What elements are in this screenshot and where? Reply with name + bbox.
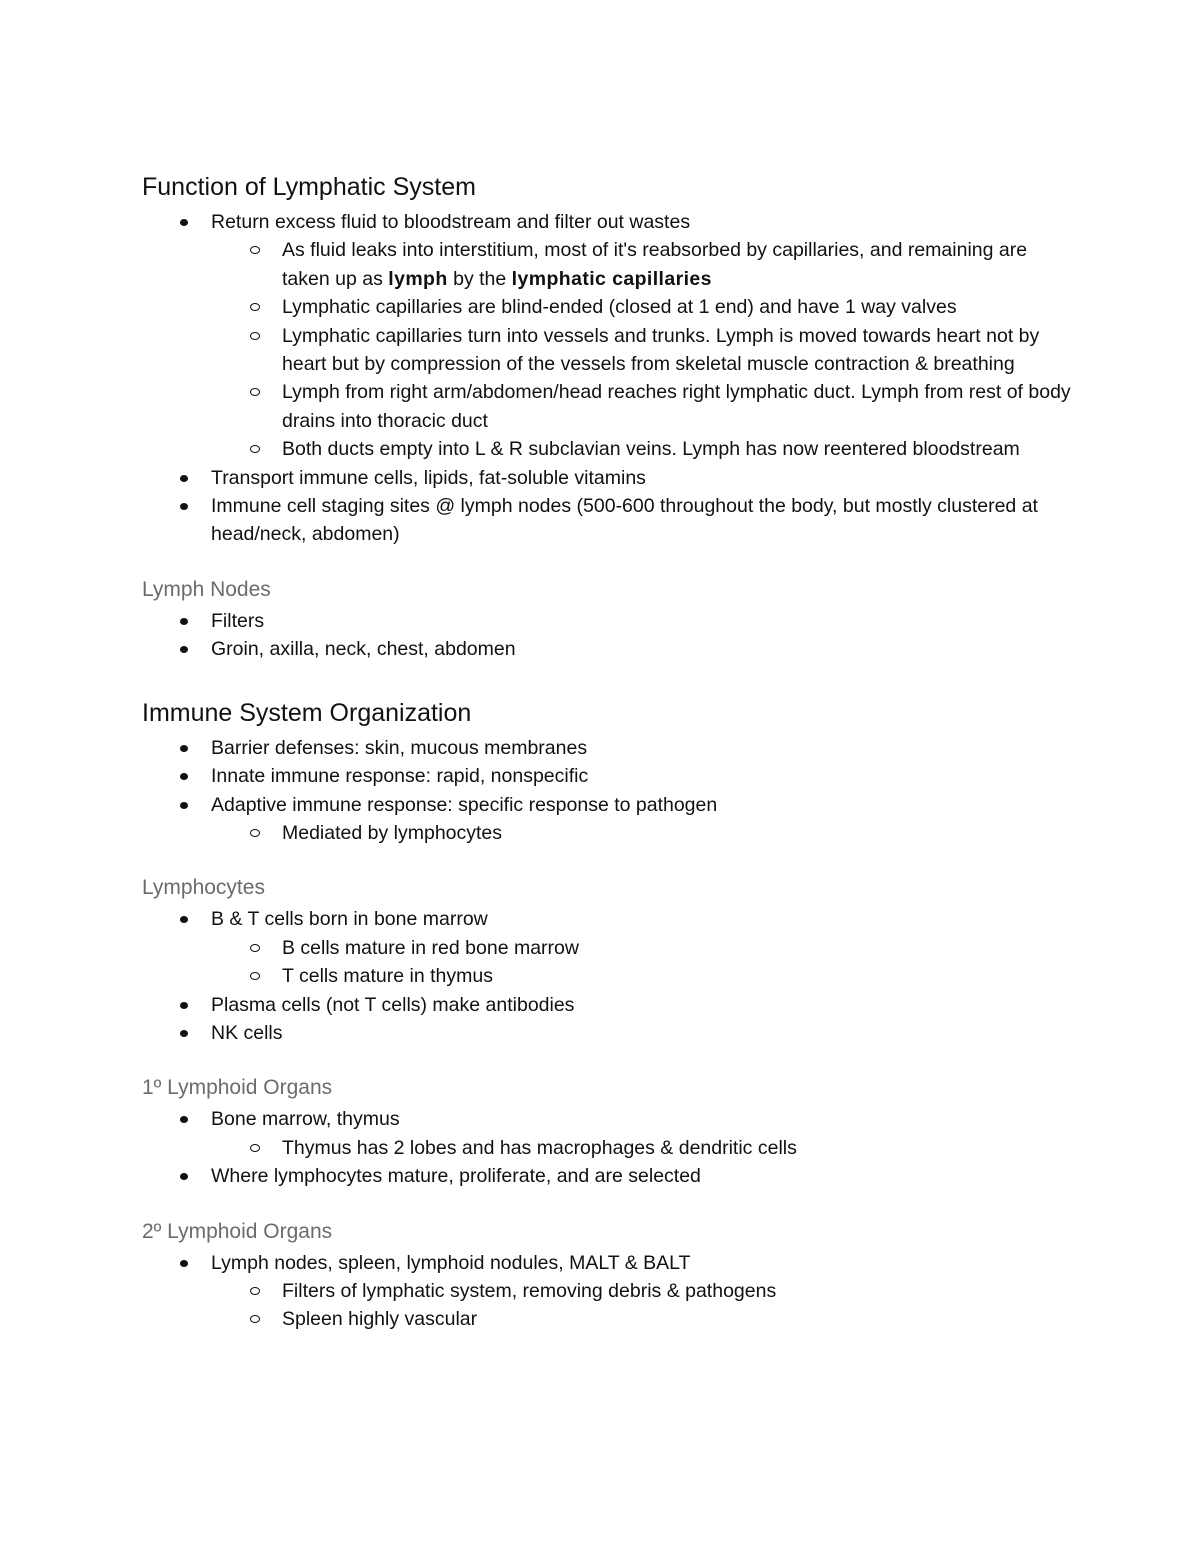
list-item-text: Adaptive immune response: specific response to pathogen [211,793,718,816]
list-item-text: Filters [211,609,265,632]
bullet-circle-icon [250,1144,260,1152]
list-item [142,1019,1072,1047]
list-item-text: Thymus has 2 lobes and has macrophages & dendritic cells [282,1136,797,1159]
list-item [142,236,1072,293]
list-item [142,962,1072,990]
list-item-text: Lymph from right arm/abdomen/head reaches right lymphatic duct. Lymph from rest of body drains into thoracic duct [282,381,1071,432]
list-item [142,991,1072,1019]
heading-lymph-nodes: Lymph Nodes [142,577,271,601]
bullet-list [142,208,1072,549]
list-item-text: Return excess fluid to bloodstream and filter out wastes [211,211,691,233]
bullet-disc-icon [180,1030,188,1037]
list-item-text: Barrier defenses: skin, mucous membranes [211,736,588,759]
list-item-text: Transport immune cells, lipids, fat-soluble vitamins [211,466,646,489]
list-item [142,1134,1072,1162]
bullet-circle-icon [250,1315,260,1323]
list-item-text: T cells mature in thymus [282,965,493,988]
bullet-disc-icon [180,916,188,923]
bullet-disc-icon [180,745,188,752]
list-item [142,378,1072,435]
list-item-text: Mediated by lymphocytes [282,821,503,844]
heading-primary-lymphoid-organs: 1º Lymphoid Organs [142,1076,333,1100]
bullet-circle-icon [250,972,260,980]
list-item [142,1277,1072,1305]
bullet-circle-icon [250,303,260,311]
list-item-text: NK cells [211,1021,283,1044]
bullet-list [142,905,1072,1047]
bullet-disc-icon [180,618,188,625]
bullet-list [142,734,1072,848]
list-item [142,1105,1072,1133]
list-item-text: Lymph nodes, spleen, lymphoid nodules, MALT & BALT [211,1251,691,1274]
list-item [142,293,1072,321]
bullet-circle-icon [250,1287,260,1295]
bullet-disc-icon [180,219,188,226]
list-item [142,734,1072,762]
list-item-text: Groin, axilla, neck, chest, abdomen [211,638,516,661]
bullet-disc-icon [180,1260,188,1267]
list-item-text: Both ducts empty into L & R subclavian veins. Lymph has now reentered bloodstream [282,438,1020,461]
bullet-disc-icon [180,1116,188,1123]
list-item [142,1305,1072,1333]
list-item [142,322,1072,379]
list-item [142,1162,1072,1190]
heading-secondary-lymphoid-organs: 2º Lymphoid Organs [142,1219,333,1243]
bullet-disc-icon [180,503,188,510]
bullet-circle-icon [250,388,260,396]
list-item-text: Immune cell staging sites @ lymph nodes (500-600 throughout the body, but mostly clustered at head/neck, abdomen) [211,495,1038,546]
list-item-text: Lymphatic capillaries are blind-ended (closed at 1 end) and have 1 way valves [282,296,957,319]
list-item [142,464,1072,492]
list-item [142,819,1072,847]
bullet-circle-icon [250,332,260,340]
list-item-text: Innate immune response: rapid, nonspecific [211,765,589,788]
bullet-circle-icon [250,246,260,254]
bold-term-lymph: lymph [388,267,448,290]
list-item-text: Spleen highly vascular [282,1308,478,1331]
list-item-text: As fluid leaks into interstitium, most of it's reabsorbed by capillaries, and remaining are taken up as [282,239,1028,290]
bullet-disc-icon [180,802,188,809]
list-item-text: Filters of lymphatic system, removing debris & pathogens [282,1279,777,1302]
list-item-text: Plasma cells (not T cells) make antibodies [211,993,575,1016]
bullet-list [142,607,1072,664]
bullet-disc-icon [180,646,188,653]
document-page [142,168,1072,1334]
list-item [142,762,1072,790]
list-item-text: Where lymphocytes mature, proliferate, and are selected [211,1165,701,1188]
list-item [142,607,1072,635]
list-item [142,492,1072,549]
bullet-disc-icon [180,1002,188,1009]
bullet-disc-icon [180,773,188,780]
list-item-text: B & T cells born in bone marrow [211,908,488,931]
bullet-list [142,1105,1072,1190]
list-item-text: Bone marrow, thymus [211,1108,400,1131]
bullet-disc-icon [180,475,188,482]
list-item-text: B cells mature in red bone marrow [282,936,579,959]
list-item [142,1249,1072,1277]
heading-function-of-lymphatic-system: Function of Lymphatic System [142,173,476,201]
list-item [142,905,1072,933]
heading-immune-system-organization: Immune System Organization [142,698,472,727]
list-item [142,435,1072,463]
bullet-circle-icon [250,445,260,453]
list-item [142,208,1072,236]
list-item [142,791,1072,819]
list-item [142,934,1072,962]
bullet-circle-icon [250,944,260,952]
list-item [142,635,1072,663]
bullet-circle-icon [250,829,260,837]
list-item-text: Lymphatic capillaries turn into vessels and trunks. Lymph is moved towards heart not by heart but by compression of the vessels from skeletal muscle contraction & breathing [282,324,1040,376]
list-item-text: by the [447,267,512,290]
bullet-list [142,1249,1072,1334]
heading-lymphocytes: Lymphocytes [142,876,265,900]
bold-term-lymphatic-capillaries: lymphatic capillaries [511,267,712,290]
bullet-disc-icon [180,1173,188,1180]
